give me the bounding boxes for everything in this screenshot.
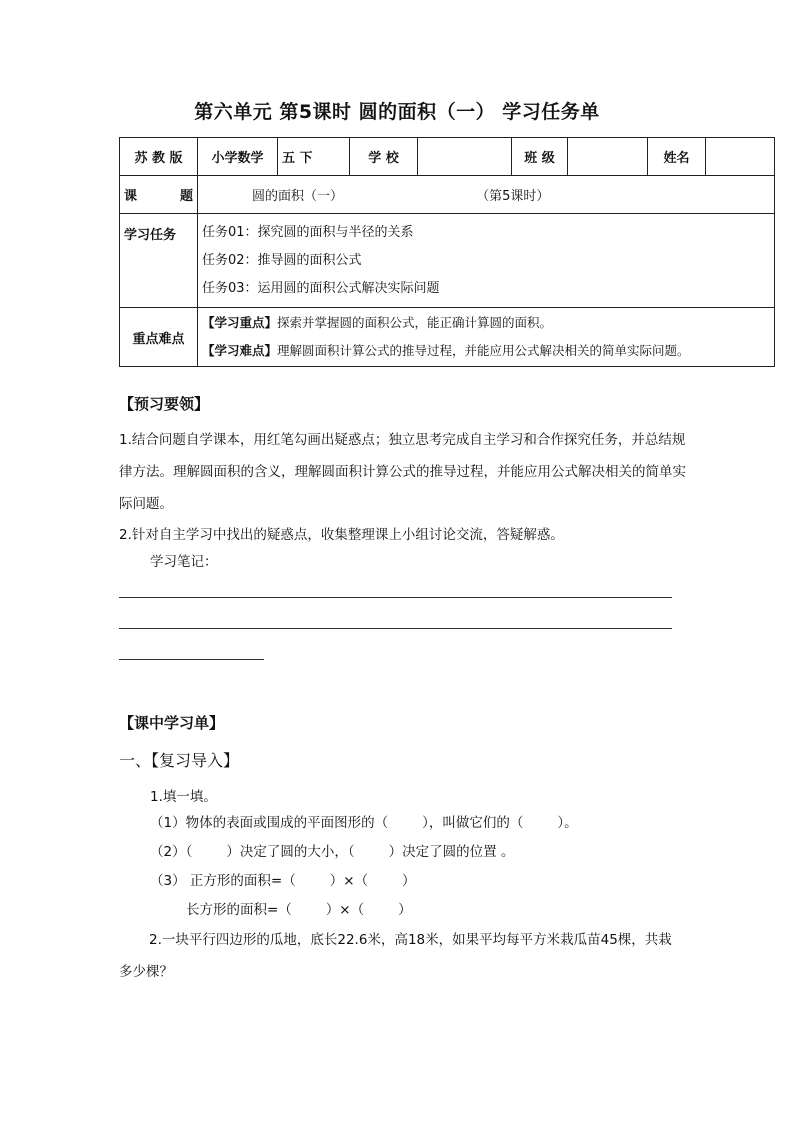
publisher-cell: 苏 教 版	[120, 138, 198, 176]
q1-1-text-c: ）。	[557, 815, 578, 831]
info-table	[119, 137, 775, 367]
q1-2-text-c: ）决定了圆的位置 。	[388, 844, 515, 860]
task-item: 任务01：探究圆的面积与半径的关系	[202, 224, 414, 240]
q1-3-text-b: ）×（	[329, 873, 369, 889]
task-item: 任务03：运用圆的面积公式解决实际问题	[202, 280, 440, 296]
notes-label: 学习笔记：	[150, 554, 218, 570]
difficulty-text: 理解圆面积计算公式的推导过程，并能应用公式解决相关的简单实际问题。	[277, 343, 690, 358]
key-point-line	[202, 309, 770, 337]
key-cell	[198, 308, 775, 367]
page-title: 第六单元 第5课时 圆的面积（一） 学习任务单	[194, 101, 600, 123]
lesson-text: （第5课时）	[476, 189, 550, 204]
class-sheet-header: 【课中学习单】	[119, 714, 225, 732]
topic-cell	[198, 176, 775, 214]
question-1-4	[186, 898, 412, 918]
difficulty-line	[202, 337, 770, 365]
tasks-cell	[198, 214, 775, 308]
question-1: 1.填一填。	[150, 789, 217, 805]
key-label: 重点难点	[120, 308, 198, 367]
preview-paragraph-1: 1.结合问题自学课本，用红笔勾画出疑惑点；独立思考完成自主学习和合作探究任务，并总结规律方法。理解圆面积的含义，理解圆面积计算公式的推导过程，并能应用公式解决相关的简单实际问题。	[119, 432, 686, 512]
preview-header: 【预习要领】	[119, 395, 210, 413]
question-1-1	[150, 811, 578, 831]
note-line[interactable]	[119, 597, 672, 598]
tasks-label: 学习任务	[120, 214, 198, 308]
topic-label: 课 题	[120, 176, 198, 214]
q1-1-text-b: ），叫做它们的（	[422, 815, 524, 831]
note-line[interactable]	[119, 659, 264, 660]
subject-cell: 小学数学	[198, 138, 278, 176]
grade-cell: 五 下	[278, 138, 350, 176]
topic-text: 圆的面积（一）	[252, 189, 344, 204]
question-1-2	[150, 840, 514, 860]
name-field[interactable]	[706, 138, 775, 176]
q1-4-text-c: ）	[398, 902, 412, 918]
q1-3-text-a: （3） 正方形的面积=（	[150, 873, 296, 889]
task-item: 任务02：推导圆的面积公式	[202, 252, 362, 268]
key-point-text: 探索并掌握圆的面积公式，能正确计算圆的面积。	[277, 315, 553, 330]
review-section-header: 一、【复习导入】	[119, 751, 240, 770]
note-line[interactable]	[119, 628, 672, 629]
school-field[interactable]	[418, 138, 512, 176]
q1-4-text-a: 长方形的面积=（	[186, 902, 292, 918]
q1-3-text-c: ）	[402, 873, 416, 889]
q1-4-text-b: ）×（	[325, 902, 365, 918]
class-field[interactable]	[568, 138, 648, 176]
difficulty-tag: 【学习难点】	[202, 343, 278, 358]
key-point-tag: 【学习重点】	[202, 315, 278, 330]
question-1-3	[150, 869, 416, 889]
name-label: 姓名	[648, 138, 706, 176]
preview-paragraph-2: 2.针对自主学习中找出的疑惑点，收集整理课上小组讨论交流，答疑解惑。	[119, 527, 564, 543]
q1-1-text-a: （1）物体的表面或围成的平面图形的（	[150, 815, 389, 831]
question-2: 2.一块平行四边形的瓜地，底长22.6米，高18米，如果平均每平方米栽瓜苗45棵，共栽多少棵？	[119, 932, 672, 980]
q1-2-text-b: ）决定了圆的大小，（	[226, 844, 355, 860]
school-label: 学 校	[350, 138, 418, 176]
q1-2-text-a: （2）（	[150, 844, 193, 860]
class-label: 班 级	[512, 138, 568, 176]
